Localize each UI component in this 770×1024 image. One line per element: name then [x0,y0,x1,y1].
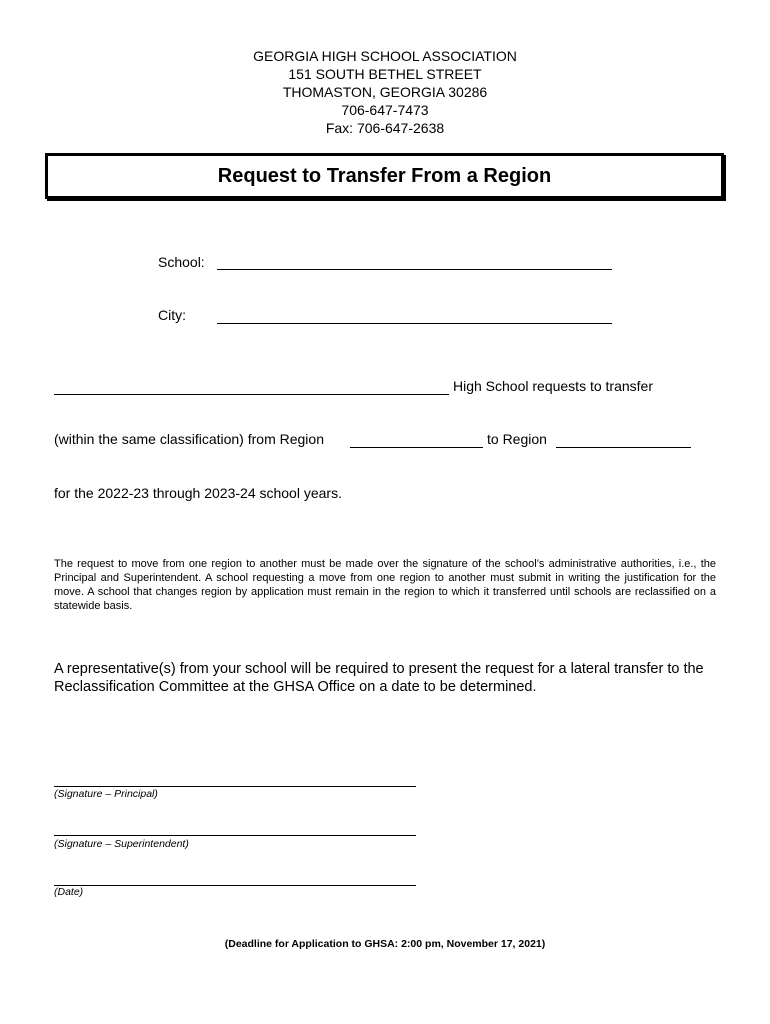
phone-number: 706-647-7473 [341,102,429,118]
school-input-line[interactable] [217,254,612,270]
title-box [45,153,724,199]
requests-transfer-text: High School requests to transfer [453,378,653,394]
superintendent-signature-line[interactable] [54,822,416,836]
fine-print-paragraph: The request to move from one region to another must be made over the signature of the school’s administrative authorities, i.e., the Principal and Superintendent. A school requesting a move from one region to another must submit in writing the justification for the move. A school that changes region by application must remain in the region to which it transferred until schools are reclassified on a statewide basis. [54,558,716,612]
org-name: GEORGIA HIGH SCHOOL ASSOCIATION [253,48,517,64]
superintendent-signature-caption: (Signature – Superintendent) [54,838,189,850]
date-line[interactable] [54,872,416,886]
to-region-line[interactable] [556,432,691,448]
city-state-zip: THOMASTON, GEORGIA 30286 [282,84,488,100]
street-address: 151 SOUTH BETHEL STREET [288,66,482,82]
school-label: School: [158,254,205,270]
school-years-text: for the 2022-23 through 2023-24 school years. [54,485,342,501]
principal-signature-caption: (Signature – Principal) [54,788,158,800]
high-school-name-line[interactable] [54,379,449,395]
principal-signature-line[interactable] [54,773,416,787]
deadline-note: (Deadline for Application to GHSA: 2:00 pm, November 17, 2021) [224,938,546,950]
fax-number: Fax: 706-647-2638 [325,120,445,136]
representative-paragraph: A representative(s) from your school will be required to present the request for a lateral transfer to the Reclassification Committee at the GHSA Office on a date to be determined. [54,661,704,695]
city-label: City: [158,307,186,323]
city-input-line[interactable] [217,308,612,324]
form-title: Request to Transfer From a Region [217,164,552,187]
letterhead [0,47,770,137]
from-region-line[interactable] [350,432,483,448]
from-region-text: (within the same classification) from Region [54,431,324,447]
to-region-text: to Region [487,431,547,447]
date-caption: (Date) [54,886,84,898]
